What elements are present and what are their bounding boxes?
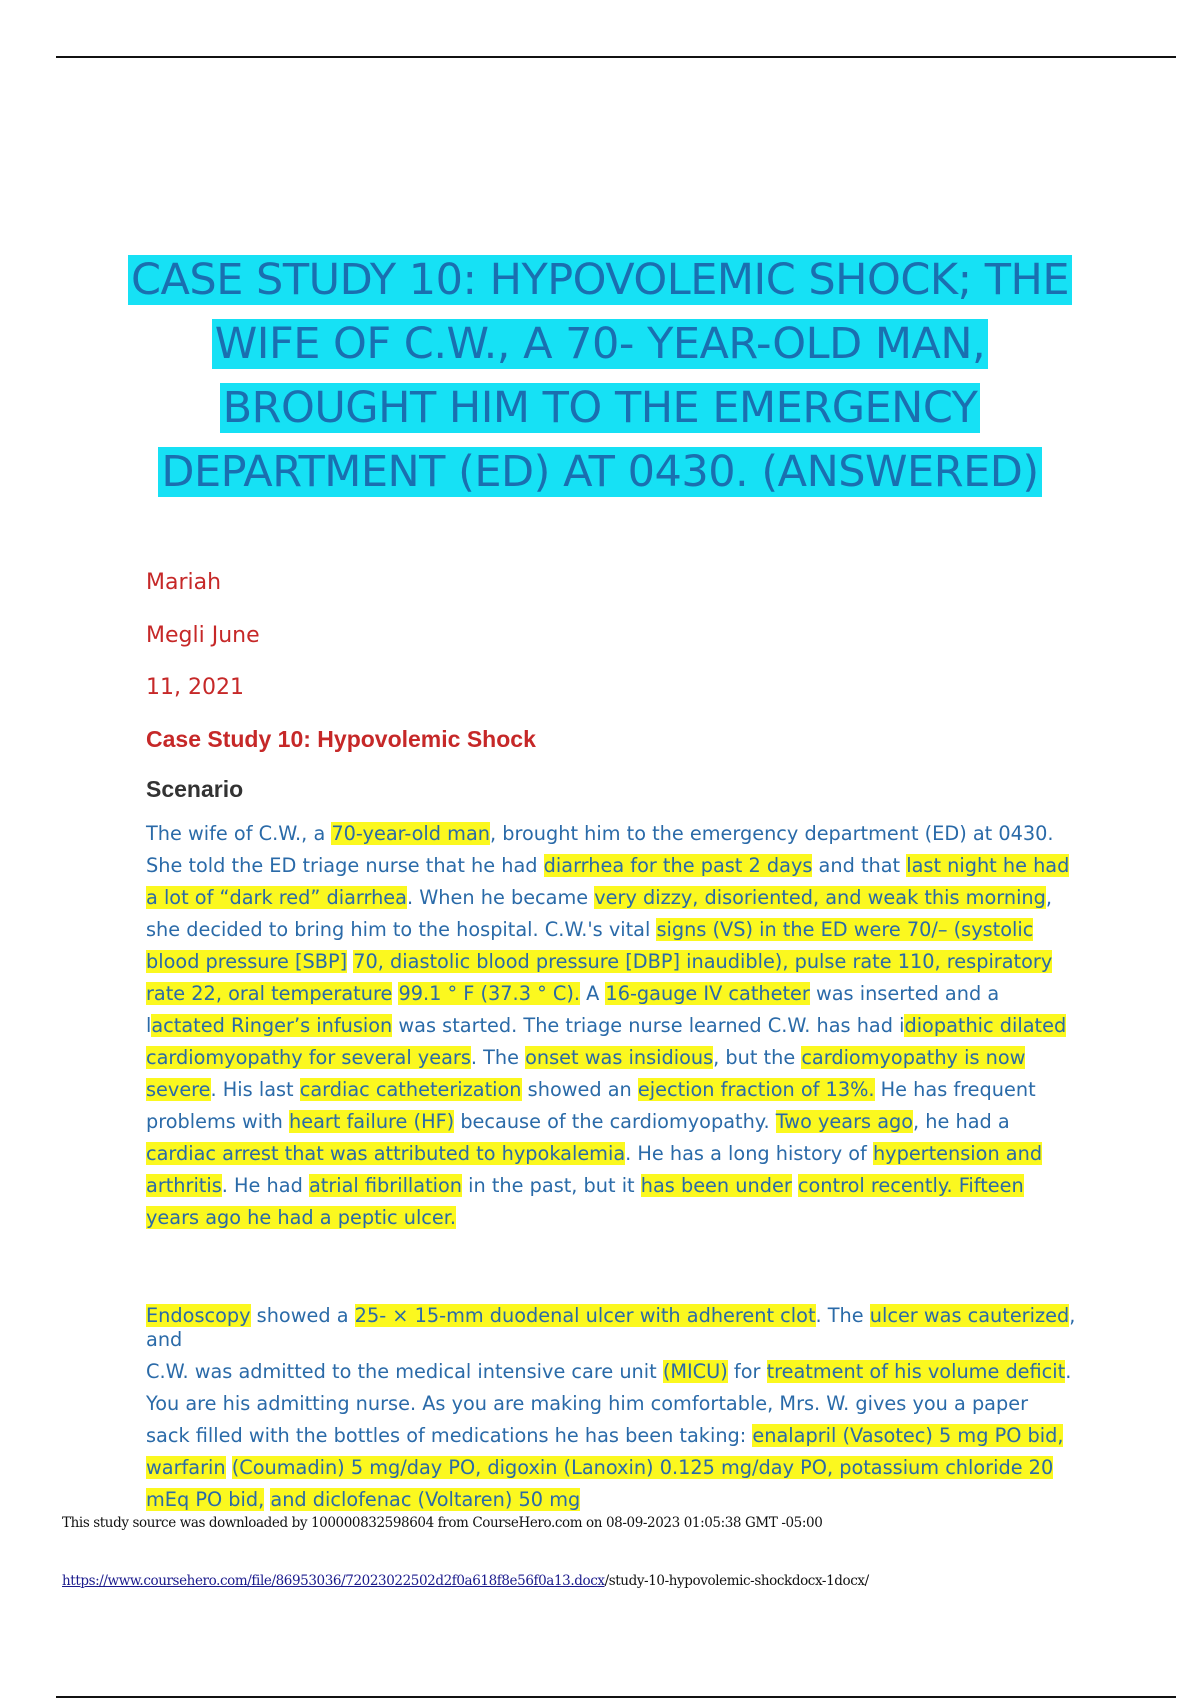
highlighted-text: diarrhea for the past 2 days xyxy=(543,854,813,877)
highlighted-text: last night he had a lot of “dark red” diarrhea xyxy=(146,854,1070,909)
scenario-paragraph xyxy=(146,818,1076,1234)
download-notice: This study source was downloaded by 100000832598604 from CourseHero.com on 08-09-2023 01:05:38 GMT -05:00 xyxy=(62,1515,823,1531)
highlighted-text: very dizzy, disoriented, and weak this morning xyxy=(594,886,1046,909)
body-text xyxy=(792,1174,798,1197)
body-text: The wife of C.W., a xyxy=(146,822,332,845)
body-text: . The xyxy=(815,1304,870,1327)
body-text: He has frequent problems with xyxy=(146,1078,1036,1133)
body-text: . His last xyxy=(210,1078,300,1101)
body-text: , he had a xyxy=(913,1110,1010,1133)
admission-paragraph xyxy=(146,1356,1076,1516)
title-line: DEPARTMENT (ED) AT 0430. (ANSWERED) xyxy=(158,447,1041,497)
highlighted-text: 25- × 15-mm duodenal ulcer with adherent clot xyxy=(354,1304,816,1327)
body-text: was started. The triage nurse learned C.W. has had i xyxy=(392,1014,905,1037)
highlighted-text: atrial fibrillation xyxy=(308,1174,463,1197)
top-divider xyxy=(56,56,1176,58)
highlighted-text: 16-gauge IV catheter xyxy=(605,982,810,1005)
title-line: CASE STUDY 10: HYPOVOLEMIC SHOCK; THE xyxy=(128,255,1072,305)
highlighted-text: hypertension and arthritis xyxy=(146,1142,1043,1197)
case-study-subtitle: Case Study 10: Hypovolemic Shock xyxy=(146,726,536,752)
document-title xyxy=(100,248,1100,504)
title-line: WIFE OF C.W., A 70- YEAR-OLD MAN, xyxy=(212,319,988,369)
body-text xyxy=(226,1456,232,1479)
highlighted-text: has been under xyxy=(640,1174,792,1197)
body-text: in the past, but it xyxy=(462,1174,641,1197)
highlighted-text: 99.1 ° F (37.3 ° C). xyxy=(398,982,580,1005)
highlighted-text: (MICU) xyxy=(662,1360,728,1383)
title-line: BROUGHT HIM TO THE EMERGENCY xyxy=(220,383,981,433)
source-url xyxy=(62,1573,869,1589)
scenario-heading: Scenario xyxy=(146,776,244,802)
body-text: showed an xyxy=(521,1078,638,1101)
body-text: A xyxy=(579,982,606,1005)
body-text: because of the cardiomyopathy. xyxy=(454,1110,776,1133)
highlighted-text: actated Ringer’s infusion xyxy=(151,1014,393,1037)
body-text: C.W. was admitted to the medical intensive care unit xyxy=(146,1360,663,1383)
highlighted-text: Endoscopy xyxy=(146,1304,251,1327)
highlighted-text: enalapril (Vasotec) 5 mg PO bid, warfarin xyxy=(146,1424,1064,1479)
highlighted-text: 70-year-old man xyxy=(331,822,490,845)
body-text: . He had xyxy=(221,1174,309,1197)
highlighted-text: 70, diastolic blood pressure [DBP] inaudible), pulse rate 110, respiratory rate 22, oral temperature xyxy=(146,950,1053,1005)
highlighted-text: (Coumadin) 5 mg/day PO, digoxin (Lanoxin) 0.125 mg/day PO, potassium chloride 20 mEq PO bid, xyxy=(146,1456,1054,1511)
endoscopy-paragraph xyxy=(146,1304,1076,1352)
author-line: Mariah xyxy=(146,570,222,595)
body-text: showed a xyxy=(250,1304,355,1327)
body-text: . The xyxy=(470,1046,526,1069)
bottom-divider xyxy=(56,1696,1176,1698)
body-text: , and xyxy=(146,1304,1076,1351)
highlighted-text: Two years ago xyxy=(775,1110,914,1133)
body-text: . When he became xyxy=(406,886,595,909)
author-line: Megli June xyxy=(146,623,260,648)
highlighted-text: cardiomyopathy is now severe xyxy=(146,1046,1026,1101)
body-text: , but the xyxy=(713,1046,802,1069)
body-text: . He has a long history of xyxy=(625,1142,873,1165)
body-text: . You are his admitting nurse. As you are making him comfortable, Mrs. W. gives you a paper sack filled with the bottles of medications he has been taking: xyxy=(146,1360,1072,1447)
highlighted-text: cardiac arrest that was attributed to hypokalemia xyxy=(146,1142,626,1165)
highlighted-text: control recently. Fifteen years ago he had a peptic ulcer. xyxy=(146,1174,1024,1229)
source-link[interactable]: https://www.coursehero.com/file/86953036/72023022502d2f0a618f8e56f0a13.docx xyxy=(62,1573,605,1589)
highlighted-text: onset was insidious xyxy=(525,1046,714,1069)
source-url-tail: /study-10-hypovolemic-shockdocx-1docx/ xyxy=(604,1573,869,1589)
body-text: and that xyxy=(812,854,907,877)
body-text: , brought him to the emergency department (ED) at 0430. She told the ED triage nurse that he had xyxy=(146,822,1054,877)
highlighted-text: treatment of his volume deficit xyxy=(766,1360,1066,1383)
highlighted-text: and diclofenac (Voltaren) 50 mg xyxy=(270,1488,581,1511)
highlighted-text: ulcer was cauterized xyxy=(869,1304,1070,1327)
body-text: was inserted and a l xyxy=(146,982,1000,1037)
body-text: , she decided to bring him to the hospital. C.W.'s vital xyxy=(146,886,1053,941)
highlighted-text: signs (VS) in the ED were 70/– (systolic blood pressure [SBP] xyxy=(146,918,1034,973)
highlighted-text: heart failure (HF) xyxy=(289,1110,455,1133)
highlighted-text: ejection fraction of 13%. xyxy=(637,1078,875,1101)
highlighted-text: cardiac catheterization xyxy=(299,1078,522,1101)
author-line: 11, 2021 xyxy=(146,675,244,700)
body-text: for xyxy=(727,1360,767,1383)
highlighted-text: diopathic dilated cardiomyopathy for several years xyxy=(146,1014,1067,1069)
